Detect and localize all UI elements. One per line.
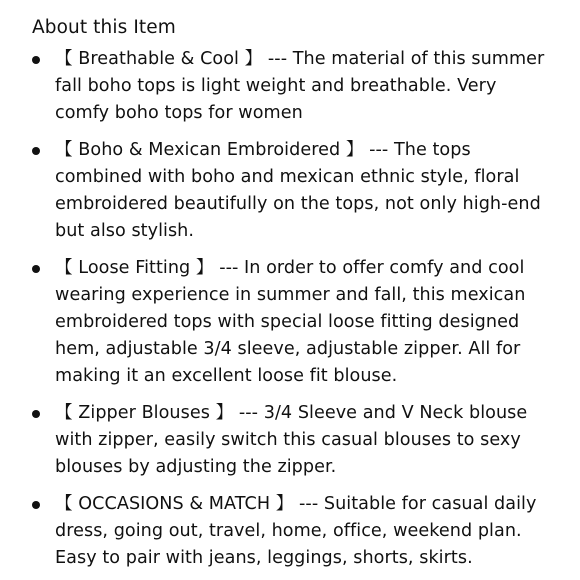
feature-bullet-item (32, 46, 554, 127)
feature-bullet-text: 【 OCCASIONS & MATCH 】 --- Suitable for casual daily dress, going out, travel, home, office, weekend plan. Easy to pair with jeans, leggings, shorts, skirts. (55, 494, 537, 568)
bullet-dot-icon (32, 56, 40, 64)
bullet-dot-icon (32, 265, 40, 273)
feature-bullet-item (32, 137, 554, 245)
bullet-dot-icon (32, 501, 40, 509)
feature-bullet-item (32, 491, 554, 572)
feature-bullet-list (32, 46, 554, 572)
feature-bullet-item (32, 400, 554, 481)
feature-bullet-text: 【 Loose Fitting 】 --- In order to offer comfy and cool wearing experience in summer and fall, this mexican embroidered tops with special loose fitting designed hem, adjustable 3/4 sleeve, adjustable zipper. All for making it an excellent loose fit blouse. (55, 258, 526, 386)
feature-bullet-item (32, 255, 554, 390)
feature-bullet-text: 【 Boho & Mexican Embroidered 】 --- The tops combined with boho and mexican ethnic style, floral embroidered beautifully on the tops, not only high-end but also stylish. (55, 140, 541, 241)
bullet-dot-icon (32, 147, 40, 155)
feature-bullet-text: 【 Breathable & Cool 】 --- The material of this summer fall boho tops is light weight and breathable. Very comfy boho tops for women (55, 49, 545, 123)
feature-bullet-text: 【 Zipper Blouses 】 --- 3/4 Sleeve and V Neck blouse with zipper, easily switch this casual blouses to sexy blouses by adjusting the zipper. (55, 403, 528, 477)
section-heading: About this Item (32, 17, 176, 38)
bullet-dot-icon (32, 410, 40, 418)
